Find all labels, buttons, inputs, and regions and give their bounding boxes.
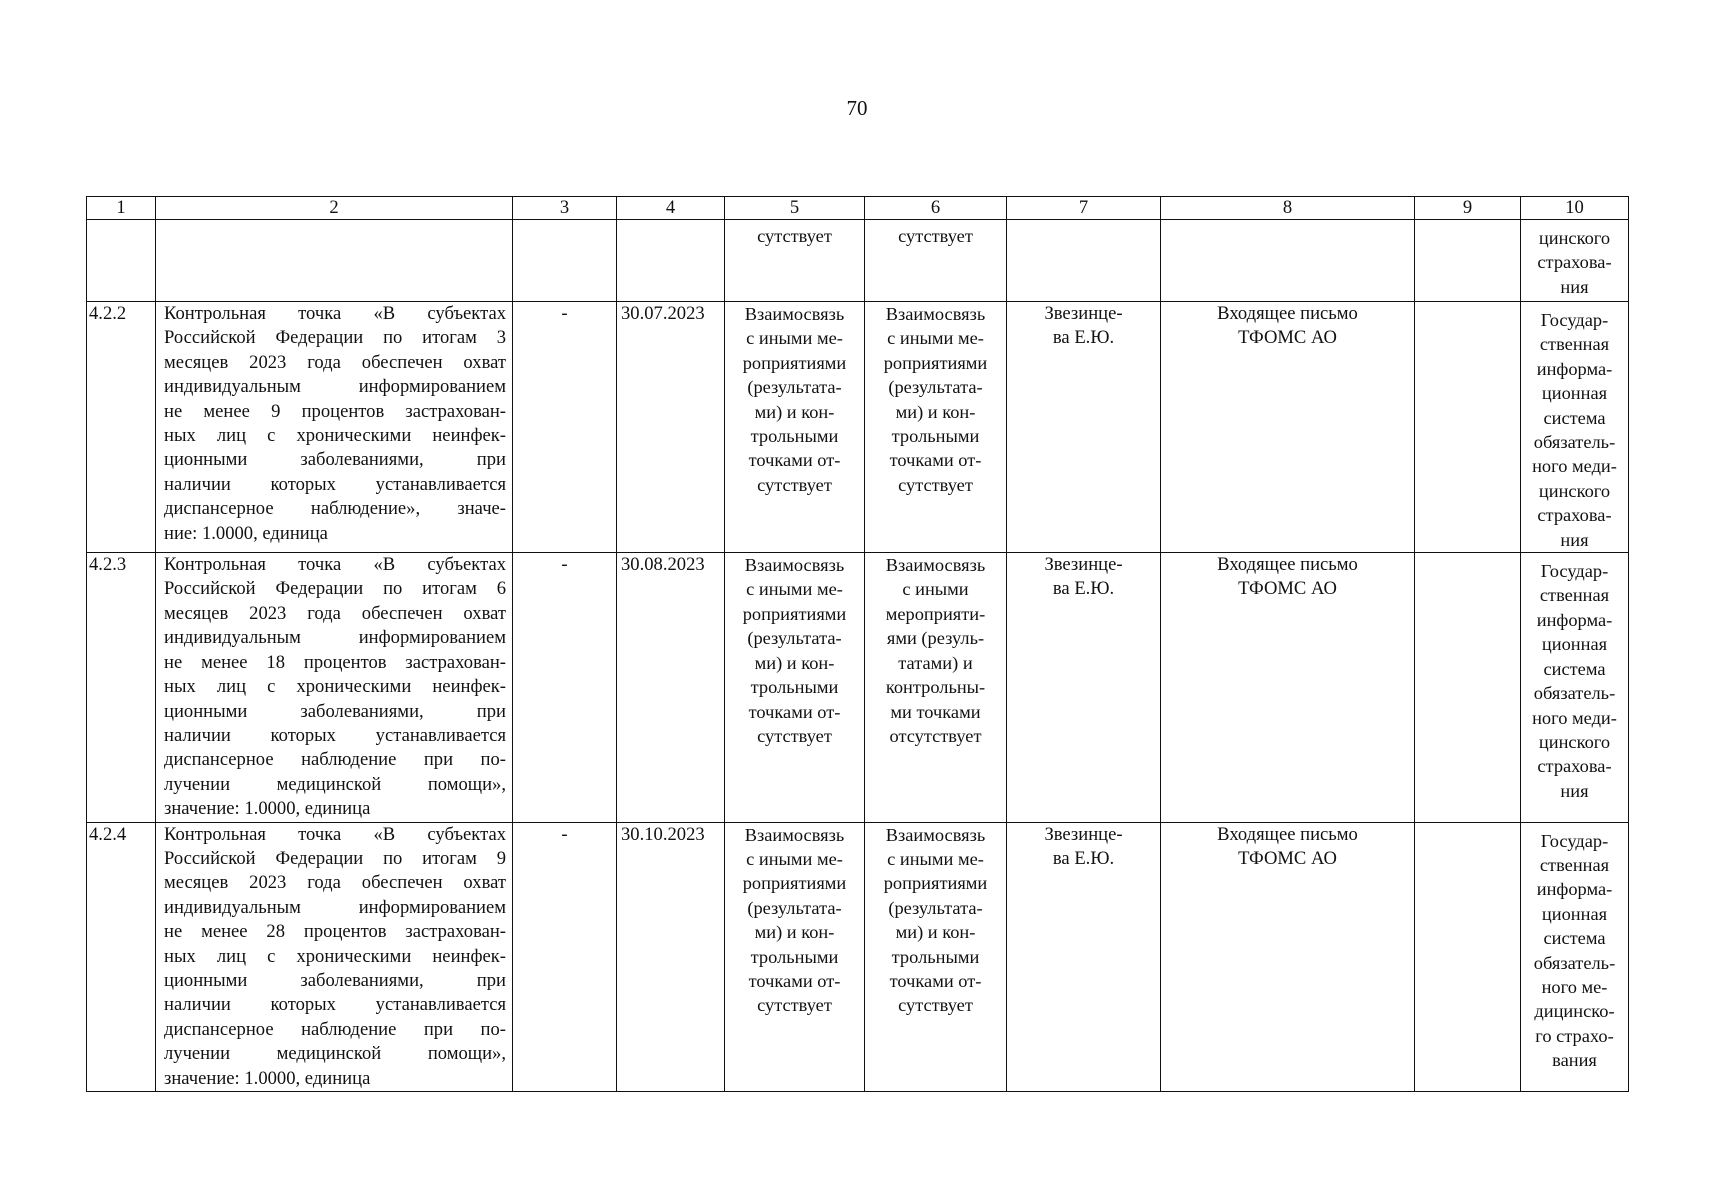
col6-line: точками от- — [889, 970, 982, 991]
description-line: Контрольная точка «В субъектах — [164, 823, 506, 845]
table-row — [87, 822, 1629, 1091]
row-col9 — [1415, 302, 1521, 553]
description-line: Российской Федерации по итогам 9 — [164, 847, 506, 869]
col6-line: татами) и — [898, 652, 973, 673]
document-line: ТФОМС АО — [1238, 578, 1337, 600]
row-col5 — [725, 302, 865, 553]
cell-col2 — [156, 220, 513, 302]
col5-line: роприятиями — [742, 352, 847, 373]
col10-line: обязатель- — [1533, 432, 1616, 453]
description-line: ние: 1.0000, единица — [164, 522, 328, 544]
col5-line: трольными — [750, 677, 839, 698]
col10-line: система — [1543, 928, 1606, 949]
row-col3: - — [513, 553, 617, 822]
col10-line: ния — [1560, 276, 1589, 297]
col5-line: точками от- — [748, 450, 841, 471]
header-col-9: 9 — [1415, 197, 1521, 220]
col6-line: контрольны- — [885, 677, 986, 698]
row-col9 — [1415, 822, 1521, 1091]
document-line: ТФОМС АО — [1238, 847, 1337, 869]
row-description — [156, 553, 513, 822]
col5-line: точками от- — [748, 701, 841, 722]
col6-line: отсутствует — [889, 725, 982, 746]
document-line: Входящее письмо — [1217, 303, 1358, 324]
row-description — [156, 822, 513, 1091]
row-responsible — [1007, 302, 1161, 553]
header-col-10: 10 — [1521, 197, 1629, 220]
description-line: не менее 9 процентов застрахован- — [164, 400, 506, 422]
col6-line: (результата- — [888, 897, 983, 918]
col10-line: система — [1543, 658, 1606, 679]
table-row — [87, 553, 1629, 822]
col5-line: (результата- — [747, 377, 842, 398]
col10-line: ного меди- — [1532, 456, 1617, 477]
row-col3: - — [513, 302, 617, 553]
col10-line: страхова- — [1537, 505, 1612, 526]
continuation-row — [87, 220, 1629, 302]
col10-line: обязатель- — [1533, 952, 1616, 973]
col6-line: ми) и кон- — [895, 401, 976, 422]
description-line: значение: 1.0000, единица — [164, 798, 371, 820]
description-line: диспансерное наблюдение при по- — [164, 749, 506, 771]
col10-line: Государ- — [1540, 561, 1609, 582]
cell-col6: сутствует — [865, 220, 1007, 302]
col5-line: Взаимосвязь — [744, 824, 845, 845]
col5-line: с иными ме- — [746, 328, 843, 349]
responsible-line: Звезинце- — [1044, 554, 1123, 576]
description-line: индивидуальным информированием — [164, 627, 506, 649]
col10-line: цинского — [1538, 731, 1611, 752]
description-line: индивидуальным информированием — [164, 896, 506, 918]
row-col6 — [865, 302, 1007, 553]
description-line: ционными заболеваниями, при — [164, 449, 506, 471]
cell-col1 — [87, 220, 156, 302]
header-col-3: 3 — [513, 197, 617, 220]
col6-line: точками от- — [889, 450, 982, 471]
col5-line: (результата- — [747, 628, 842, 649]
description-line: ных лиц с хроническими неинфек- — [164, 425, 506, 447]
row-document — [1161, 822, 1415, 1091]
responsible-line: ва Е.Ю. — [1052, 327, 1115, 349]
row-number: 4.2.4 — [87, 822, 156, 1091]
plan-table — [86, 196, 1629, 1092]
responsible-line: Звезинце- — [1044, 303, 1123, 324]
col10-line: ния — [1560, 780, 1589, 801]
document-line: Входящее письмо — [1217, 554, 1358, 576]
col5-line: сутствует — [757, 725, 832, 746]
col6-line: с иными ме- — [887, 848, 984, 869]
header-col-8: 8 — [1161, 197, 1415, 220]
col6-line: Взаимосвязь — [885, 824, 986, 845]
col6-line: трольными — [891, 426, 980, 447]
col6-line: Взаимосвязь — [885, 555, 986, 576]
cell-col4 — [617, 220, 725, 302]
description-line: не менее 18 процентов застрахован- — [164, 651, 506, 673]
description-line: месяцев 2023 года обеспечен охват — [164, 872, 506, 894]
col10-line: информа- — [1536, 358, 1613, 379]
description-line: месяцев 2023 года обеспечен охват — [164, 351, 506, 373]
col10-line: вания — [1552, 1050, 1597, 1071]
col10-line: Государ- — [1540, 830, 1609, 851]
cell-col10 — [1521, 220, 1629, 302]
table-row — [87, 302, 1629, 553]
col10-line: ния — [1560, 529, 1589, 550]
col10-line: ного меди- — [1532, 707, 1617, 728]
col5-line: трольными — [750, 946, 839, 967]
col6-line: сутствует — [898, 474, 973, 495]
col5-line: ми) и кон- — [754, 922, 835, 943]
col6-line: трольными — [891, 946, 980, 967]
col10-line: ственная — [1539, 854, 1610, 875]
header-col-6: 6 — [865, 197, 1007, 220]
responsible-line: ва Е.Ю. — [1052, 847, 1115, 869]
header-col-4: 4 — [617, 197, 725, 220]
description-line: ных лиц с хроническими неинфек- — [164, 945, 506, 967]
row-col10 — [1521, 822, 1629, 1091]
description-line: диспансерное наблюдение при по- — [164, 1018, 506, 1040]
col5-line: роприятиями — [742, 603, 847, 624]
responsible-line: ва Е.Ю. — [1052, 578, 1115, 600]
col10-line: ного ме- — [1541, 976, 1608, 997]
description-line: Российской Федерации по итогам 6 — [164, 578, 506, 600]
col6-line: сутствует — [898, 995, 973, 1016]
responsible-line: Звезинце- — [1044, 823, 1123, 845]
col5-line: ми) и кон- — [754, 401, 835, 422]
description-line: лучении медицинской помощи», — [164, 1043, 506, 1065]
col6-line: ми) и кон- — [895, 922, 976, 943]
row-col6 — [865, 553, 1007, 822]
col10-line: цинского — [1538, 480, 1611, 501]
col10-line: система — [1543, 407, 1606, 428]
col5-line: трольными — [750, 426, 839, 447]
col10-line: дицинско- — [1534, 1001, 1615, 1022]
description-line: лучении медицинской помощи», — [164, 773, 506, 795]
col10-line: информа- — [1536, 609, 1613, 630]
description-line: наличии которых устанавливается — [164, 473, 506, 495]
col6-line: с иными — [902, 579, 969, 600]
col10-line: ционная — [1541, 383, 1608, 404]
header-col-7: 7 — [1007, 197, 1161, 220]
row-col5 — [725, 822, 865, 1091]
description-line: индивидуальным информированием — [164, 376, 506, 398]
col5-line: роприятиями — [742, 873, 847, 894]
description-line: Контрольная точка «В субъектах — [164, 303, 506, 324]
col5-line: ми) и кон- — [754, 652, 835, 673]
col10-line: цинского — [1538, 228, 1611, 248]
description-line: наличии которых устанавливается — [164, 994, 506, 1016]
row-col10 — [1521, 302, 1629, 553]
description-line: не менее 28 процентов застрахован- — [164, 921, 506, 943]
cell-col5: сутствует — [725, 220, 865, 302]
col6-line: Взаимосвязь — [885, 304, 986, 324]
col10-line: го страхо- — [1535, 1025, 1614, 1046]
cell-col7 — [1007, 220, 1161, 302]
header-col-5: 5 — [725, 197, 865, 220]
col10-line: страхова- — [1537, 252, 1612, 273]
description-line: ных лиц с хроническими неинфек- — [164, 676, 506, 698]
description-line: Контрольная точка «В субъектах — [164, 554, 506, 576]
col6-line: роприятиями — [883, 352, 988, 373]
row-date: 30.10.2023 — [617, 822, 725, 1091]
col10-line: обязатель- — [1533, 683, 1616, 704]
header-row — [87, 197, 1629, 220]
row-document — [1161, 553, 1415, 822]
header-col-2: 2 — [156, 197, 513, 220]
row-responsible — [1007, 822, 1161, 1091]
col5-line: сутствует — [757, 995, 832, 1016]
col5-line: сутствует — [757, 474, 832, 495]
row-col6 — [865, 822, 1007, 1091]
description-line: Российской Федерации по итогам 3 — [164, 327, 506, 349]
description-line: наличии которых устанавливается — [164, 724, 506, 746]
col5-line: (результата- — [747, 897, 842, 918]
col6-line: ями (резуль- — [886, 628, 985, 649]
col5-line: точками от- — [748, 970, 841, 991]
row-date: 30.07.2023 — [617, 302, 725, 553]
col10-line: страхова- — [1537, 756, 1612, 777]
description-line: месяцев 2023 года обеспечен охват — [164, 602, 506, 624]
col6-line: (результата- — [888, 377, 983, 398]
row-responsible — [1007, 553, 1161, 822]
description-line: значение: 1.0000, единица — [164, 1067, 371, 1089]
col5-line: Взаимосвязь — [744, 304, 845, 324]
col10-line: ционная — [1541, 634, 1608, 655]
description-line: диспансерное наблюдение», значе- — [164, 498, 506, 520]
header-col-1: 1 — [87, 197, 156, 220]
row-col3: - — [513, 822, 617, 1091]
cell-col9 — [1415, 220, 1521, 302]
col10-line: информа- — [1536, 879, 1613, 900]
row-number: 4.2.3 — [87, 553, 156, 822]
row-date: 30.08.2023 — [617, 553, 725, 822]
description-line: ционными заболеваниями, при — [164, 700, 506, 722]
row-number: 4.2.2 — [87, 302, 156, 553]
col6-line: роприятиями — [883, 873, 988, 894]
col5-line: с иными ме- — [746, 579, 843, 600]
col6-line: мероприяти- — [885, 603, 986, 624]
row-col9 — [1415, 553, 1521, 822]
description-line: ционными заболеваниями, при — [164, 969, 506, 991]
page-number: 70 — [846, 96, 868, 120]
col6-line: ми точками — [890, 701, 981, 722]
col10-line: ционная — [1541, 903, 1608, 924]
cell-col8 — [1161, 220, 1415, 302]
document-line: Входящее письмо — [1217, 823, 1358, 845]
row-document — [1161, 302, 1415, 553]
document-line: ТФОМС АО — [1238, 327, 1337, 349]
col10-line: ственная — [1539, 334, 1610, 355]
row-col10 — [1521, 553, 1629, 822]
row-col5 — [725, 553, 865, 822]
row-description — [156, 302, 513, 553]
col6-line: с иными ме- — [887, 328, 984, 349]
col5-line: Взаимосвязь — [744, 555, 845, 576]
cell-col3 — [513, 220, 617, 302]
col10-line: ственная — [1539, 585, 1610, 606]
col5-line: с иными ме- — [746, 848, 843, 869]
col10-line: Государ- — [1540, 310, 1609, 330]
